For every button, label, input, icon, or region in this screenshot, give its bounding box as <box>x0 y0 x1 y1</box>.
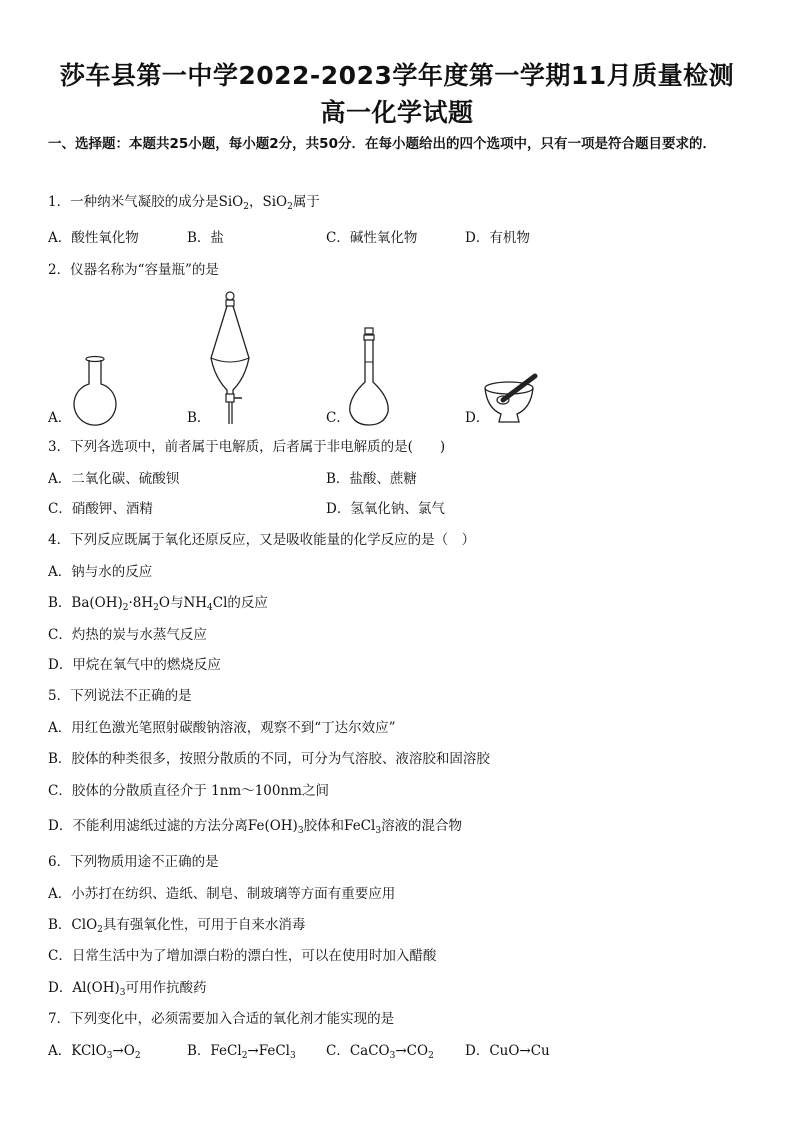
q2-option-c: C． <box>326 410 350 426</box>
q1-option-a: A．酸性氧化物 <box>48 230 139 246</box>
q4-option-b: B．$Ba(OH)_2\cdot 8H_2O$与$NH_4Cl$的反应 <box>48 595 268 613</box>
q3-option-c: C．硝酸钾、酒精 <box>48 501 153 517</box>
q5-option-d: D．不能利用滤纸过滤的方法分离$Fe(OH)_3$胶体和FeCl$_3$溶液的混合物 <box>48 818 463 836</box>
exam-subtitle: 高一化学试题 <box>320 98 474 127</box>
q7-option-a: A．$KClO_3\to O_2$ <box>48 1043 141 1061</box>
question-2-stem: 2．仪器名称为“容量瓶”的是 <box>48 262 219 278</box>
q1-option-c: C．碱性氧化物 <box>326 230 418 246</box>
mortar-pestle-icon <box>483 372 543 426</box>
q6-option-d: D．$Al(OH)_3$可用作抗酸药 <box>48 980 207 998</box>
q3-option-a: A．二氧化碳、硫酸钡 <box>48 471 180 487</box>
q7-option-c: C．$CaCO_3\to CO_2$ <box>326 1043 434 1061</box>
exam-title: 莎车县第一中学2022-2023学年度第一学期11月质量检测 <box>59 61 735 90</box>
q4-option-c: C．灼热的炭与水蒸气反应 <box>48 627 207 643</box>
q6-option-a: A．小苏打在纺织、造纸、制皂、制玻璃等方面有重要应用 <box>48 886 396 902</box>
q2-option-b: B． <box>187 410 211 426</box>
round-bottom-flask-icon <box>70 354 120 428</box>
question-4-stem: 4．下列反应既属于氧化还原反应，又是吸收能量的化学反应的是（ ） <box>48 532 476 548</box>
q2-option-a: A． <box>48 410 72 426</box>
q1-option-b: B．盐 <box>187 230 224 246</box>
q3-option-d: D．氢氧化钠、氯气 <box>326 501 445 517</box>
q5-option-c: C．胶体的分散质直径介于 1nm～100nm之间 <box>48 783 329 799</box>
q5-option-b: B．胶体的种类很多，按照分散质的不同，可分为气溶胶、液溶胶和固溶胶 <box>48 751 490 767</box>
q6-option-b: B．ClO$_2$具有强氧化性，可用于自来水消毒 <box>48 917 306 935</box>
q2-option-d: D． <box>465 410 490 426</box>
section-heading: 一、选择题：本题共25小题，每小题2分，共50分．在每小题给出的四个选项中，只有一项是符合题目要求的． <box>48 136 716 152</box>
volumetric-flask-icon <box>344 326 394 428</box>
q4-option-d: D．甲烷在氧气中的燃烧反应 <box>48 657 221 673</box>
separatory-funnel-icon <box>205 290 255 428</box>
question-1-stem: 1．一种纳米气凝胶的成分是SiO$_2$，SiO$_2$属于 <box>48 194 320 212</box>
q7-option-b: B．FeCl$_2$→FeCl$_3$ <box>187 1043 296 1061</box>
question-6-stem: 6．下列物质用途不正确的是 <box>48 854 219 870</box>
q7-option-d: D．CuO→Cu <box>465 1043 550 1059</box>
question-7-stem: 7．下列变化中，必须需要加入合适的氧化剂才能实现的是 <box>48 1011 395 1027</box>
q5-option-a: A．用红色激光笔照射碳酸钠溶液，观察不到“丁达尔效应” <box>48 720 396 736</box>
q1-option-d: D．有机物 <box>465 230 530 246</box>
q4-option-a: A．钠与水的反应 <box>48 564 153 580</box>
question-5-stem: 5．下列说法不正确的是 <box>48 688 192 704</box>
question-3-stem: 3．下列各选项中，前者属于电解质，后者属于非电解质的是( ) <box>48 439 446 455</box>
q6-option-c: C．日常生活中为了增加漂白粉的漂白性，可以在使用时加入醋酸 <box>48 948 437 964</box>
q3-option-b: B．盐酸、蔗糖 <box>326 471 417 487</box>
